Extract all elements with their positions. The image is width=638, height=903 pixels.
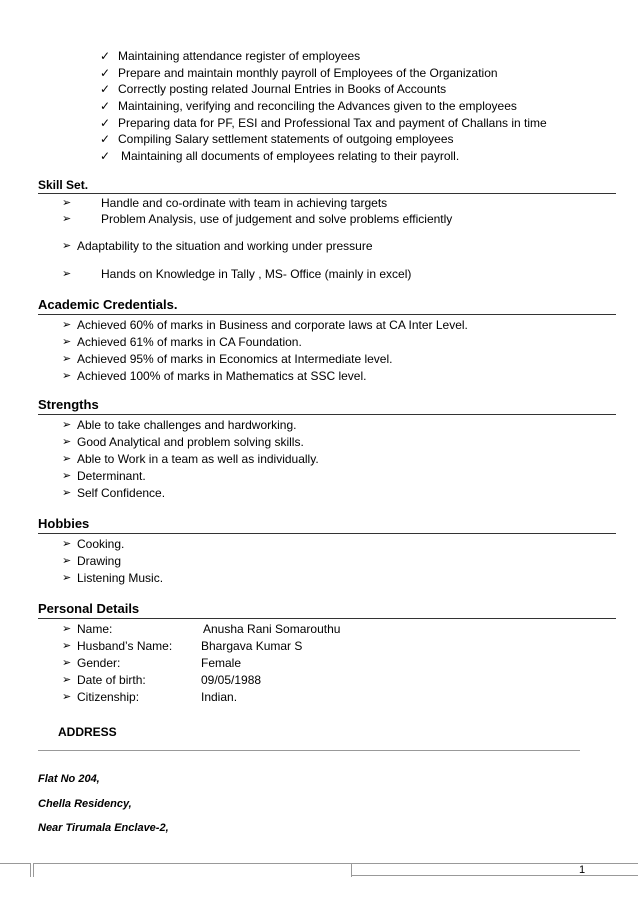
footer-frame-left — [0, 863, 31, 877]
hobbies-heading: Hobbies — [38, 516, 90, 531]
address-divider — [38, 750, 580, 751]
personal-details-heading: Personal Details — [38, 601, 140, 616]
skill-item: Handle and co-ordinate with team in achieving targets — [101, 196, 388, 210]
academic-item: Achieved 61% of marks in CA Foundation. — [77, 335, 302, 349]
personal-label: Gender: — [77, 656, 121, 670]
personal-label: Citizenship: — [77, 690, 140, 704]
address-line: Near Tirumala Enclave-2, — [38, 822, 169, 834]
duty-item: Preparing data for PF, ESI and Professional Tax and payment of Challans in time — [118, 116, 547, 130]
strength-item: Able to take challenges and hardworking. — [77, 418, 297, 432]
arrow-bullet-icon: ➢ — [62, 555, 72, 567]
arrow-bullet-icon: ➢ — [62, 640, 72, 652]
personal-value: Indian. — [201, 690, 238, 704]
strength-item: Able to Work in a team as well as individually. — [77, 452, 319, 466]
address-line: Chella Residency, — [38, 798, 132, 810]
skill-item: Hands on Knowledge in Tally , MS- Office (mainly in excel) — [101, 267, 412, 281]
academic-item: Achieved 95% of marks in Economics at Intermediate level. — [77, 352, 393, 366]
arrow-bullet-icon: ➢ — [62, 657, 72, 669]
skill-set-heading: Skill Set. — [38, 178, 89, 192]
check-mark-icon: ✓ — [100, 99, 111, 113]
skill-item: Adaptability to the situation and working under pressure — [77, 239, 373, 253]
check-mark-icon: ✓ — [100, 49, 111, 63]
strength-item: Good Analytical and problem solving skills. — [77, 435, 304, 449]
arrow-bullet-icon: ➢ — [62, 674, 72, 686]
arrow-bullet-icon: ➢ — [62, 691, 72, 703]
arrow-bullet-icon: ➢ — [62, 487, 72, 499]
hobby-item: Cooking. — [77, 537, 125, 551]
arrow-bullet-icon: ➢ — [62, 572, 72, 584]
check-mark-icon: ✓ — [100, 66, 111, 80]
address-heading: ADDRESS — [58, 725, 117, 739]
strength-item: Self Confidence. — [77, 486, 166, 500]
footer-frame-middle — [33, 863, 352, 877]
arrow-bullet-icon: ➢ — [62, 268, 72, 280]
arrow-bullet-icon: ➢ — [62, 436, 72, 448]
hobby-item: Drawing — [77, 554, 122, 568]
arrow-bullet-icon: ➢ — [62, 197, 72, 209]
skill-item: Problem Analysis, use of judgement and solve problems efficiently — [101, 212, 453, 226]
personal-value: Bhargava Kumar S — [201, 639, 303, 653]
duty-item: Prepare and maintain monthly payroll of Employees of the Organization — [118, 66, 498, 80]
section-divider — [38, 193, 616, 194]
page-number: 1 — [579, 864, 586, 876]
duty-item: Maintaining all documents of employees relating to their payroll. — [121, 149, 460, 163]
section-divider — [38, 414, 616, 415]
arrow-bullet-icon: ➢ — [62, 623, 72, 635]
arrow-bullet-icon: ➢ — [62, 319, 72, 331]
duty-item: Maintaining attendance register of employees — [118, 49, 361, 63]
section-divider — [38, 314, 616, 315]
arrow-bullet-icon: ➢ — [62, 419, 72, 431]
arrow-bullet-icon: ➢ — [62, 470, 72, 482]
academic-item: Achieved 60% of marks in Business and corporate laws at CA Inter Level. — [77, 318, 468, 332]
arrow-bullet-icon: ➢ — [62, 538, 72, 550]
section-divider — [38, 533, 616, 534]
personal-value: Female — [201, 656, 242, 670]
duty-item: Maintaining, verifying and reconciling the Advances given to the employees — [118, 99, 517, 113]
arrow-bullet-icon: ➢ — [62, 240, 72, 252]
check-mark-icon: ✓ — [100, 132, 111, 146]
strength-item: Determinant. — [77, 469, 146, 483]
personal-label: Husband’s Name: — [77, 639, 173, 653]
duty-item: Correctly posting related Journal Entries in Books of Accounts — [118, 82, 447, 96]
arrow-bullet-icon: ➢ — [62, 353, 72, 365]
arrow-bullet-icon: ➢ — [62, 213, 72, 225]
strengths-heading: Strengths — [38, 397, 99, 412]
check-mark-icon: ✓ — [100, 149, 111, 163]
personal-value: 09/05/1988 — [201, 673, 262, 687]
academic-item: Achieved 100% of marks in Mathematics at SSC level. — [77, 369, 367, 383]
arrow-bullet-icon: ➢ — [62, 336, 72, 348]
footer-line — [352, 875, 638, 876]
check-mark-icon: ✓ — [100, 116, 111, 130]
section-divider — [38, 618, 616, 619]
duty-item: Compiling Salary settlement statements of outgoing employees — [118, 132, 454, 146]
address-line: Flat No 204, — [38, 773, 100, 785]
personal-value: Anusha Rani Somarouthu — [203, 622, 341, 636]
hobby-item: Listening Music. — [77, 571, 164, 585]
check-mark-icon: ✓ — [100, 82, 111, 96]
personal-label: Name: — [77, 622, 113, 636]
personal-label: Date of birth: — [77, 673, 146, 687]
academic-credentials-heading: Academic Credentials. — [38, 297, 178, 312]
arrow-bullet-icon: ➢ — [62, 370, 72, 382]
arrow-bullet-icon: ➢ — [62, 453, 72, 465]
